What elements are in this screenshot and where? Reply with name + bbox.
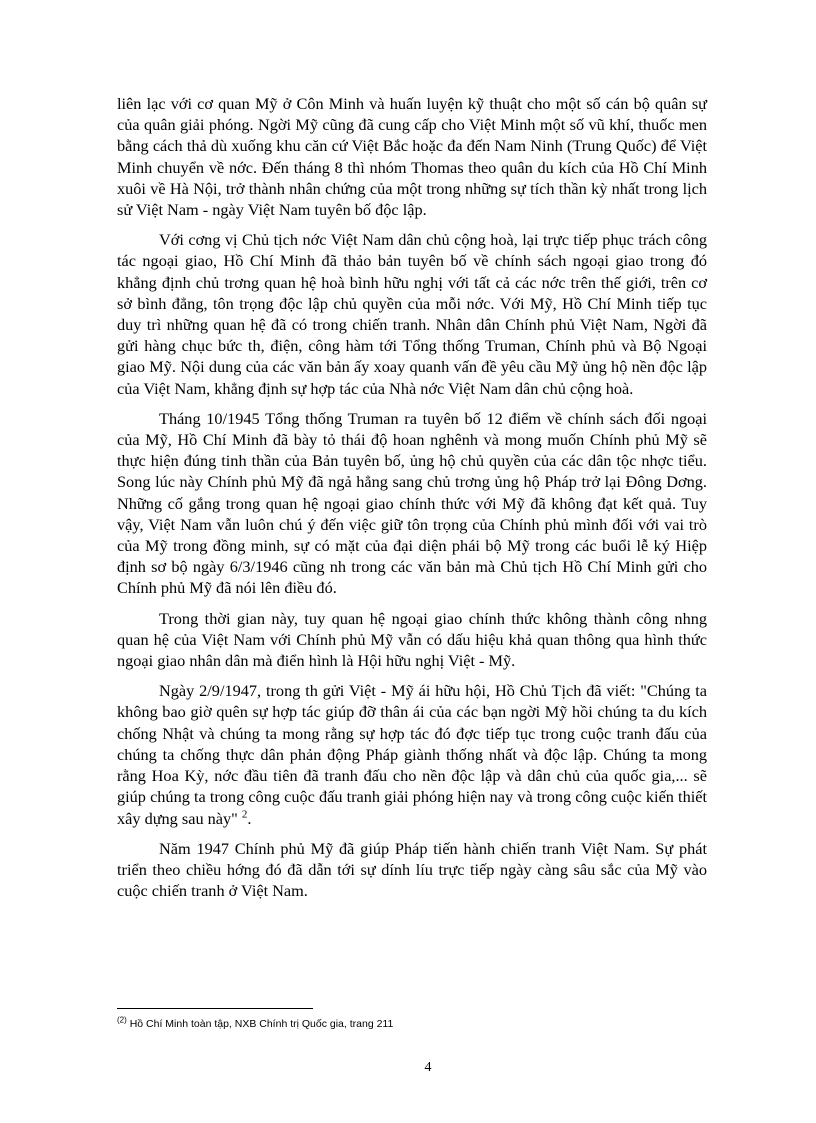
paragraph-6: Năm 1947 Chính phủ Mỹ đã giúp Pháp tiến hành chiến tranh Việt Nam. Sự phát triển theo chiều hớng đó đã dẫn tới sự dính líu trực tiếp ngày càng sâu sắc của Mỹ vào cuộc chiến tranh ở Việt Nam. bbox=[117, 838, 707, 901]
paragraph-5: Ngày 2/9/1947, trong th gửi Việt - Mỹ ái hữu hội, Hồ Chủ Tịch đã viết: "Chúng ta không bao giờ quên sự hợp tác giúp đỡ thân ái của các bạn ngời Mỹ hồi chúng ta du kích chống Nhật và chúng ta mong rằng sự hợp tác đó đợc tiếp tục trong cuộc tranh đấu của chúng ta chống thực dân phản động Pháp giành thống nhất và độc lập. Chúng ta mong rằng Hoa Kỳ, nớc đầu tiên đã tranh đấu cho nền độc lập và dân chủ của quốc gia,... sẽ giúp chúng ta trong công cuộc đấu tranh giải phóng hiện nay và trong công cuộc kiến thiết xây dựng sau này" $^2$. bbox=[117, 681, 707, 828]
document-body bbox=[117, 93, 707, 910]
paragraph-1: liên lạc với cơ quan Mỹ ở Côn Minh và huấn luyện kỹ thuật cho một số cán bộ quân sự của quân giải phóng. Ngời Mỹ cũng đã cung cấp cho Việt Minh một số vũ khí, thuốc men bằng cách thả dù xuống khu căn cứ Việt Bắc hoặc đa đến Nam Ninh (Trung Quốc) để Việt Minh chuyển về nớc. Đến tháng 8 thì nhóm Thomas theo quân du kích của Hồ Chí Minh xuôi về Hà Nội, trở thành nhân chứng của một trong những sự tích thần kỳ nhất trong lịch sử Việt Nam - ngày Việt Nam tuyên bố độc lập. bbox=[117, 94, 707, 220]
paragraph-3: Tháng 10/1945 Tổng thống Truman ra tuyên bố 12 điểm về chính sách đối ngoại của Mỹ, Hồ Chí Minh đã bày tỏ thái độ hoan nghênh và mong muốn Chính phủ Mỹ sẽ thực hiện đúng tinh thần của Bản tuyên bố, ủng hộ chủ quyền của các dân tộc nhợc tiểu. Song lúc này Chính phủ Mỹ đã ngả hẳng sang chủ trơng ủng hộ Pháp trở lại Đông Dơng. Những cố gắng trong quan hệ ngoại giao chính thức với Mỹ đã không đạt kết quả. Tuy vậy, Việt Nam vẫn luôn chú ý đến việc giữ tôn trọng của Chính phủ mình đối với vai trò của Mỹ trong đồng minh, sự có mặt của đại diện phái bộ Mỹ trong các buổi lễ ký Hiệp định sơ bộ ngày 6/3/1946 cũng nh trong các văn bản mà Chủ tịch Hồ Chí Minh gửi cho Chính phủ Mỹ đã nói lên điều đó. bbox=[117, 408, 707, 598]
paragraph-4: Trong thời gian này, tuy quan hệ ngoại giao chính thức không thành công nhng quan hệ của Việt Nam với Chính phủ Mỹ vẫn có dấu hiệu khả quan thông qua hình thức ngoại giao nhân dân mà điển hình là Hội hữu nghị Việt - Mỹ. bbox=[117, 608, 707, 671]
page-number: 4 bbox=[424, 1060, 432, 1075]
footnote-marker: (2) bbox=[117, 1015, 127, 1025]
footnote bbox=[117, 1015, 394, 1031]
footnote-text: Hồ Chí Minh toàn tập, NXB Chính trị Quốc gia, trang 211 bbox=[126, 1018, 394, 1030]
footnote-reference[interactable]: 2 bbox=[241, 808, 248, 821]
paragraph-5-text: Ngày 2/9/1947, trong th gửi Việt - Mỹ ái hữu hội, Hồ Chủ Tịch đã viết: "Chúng ta không bao giờ quên sự hợp tác giúp đỡ thân ái của các bạn ngời Mỹ hồi chúng ta du kích chống Nhật và chúng ta mong rằng sự hợp tác đó đợc tiếp tục trong cuộc tranh đấu của chúng ta chống thực dân phản động Pháp giành thống nhất và độc lập. Chúng ta mong rằng Hoa Kỳ, nớc đầu tiên đã tranh đấu cho nền độc lập và dân chủ của quốc gia,... sẽ giúp chúng ta trong công cuộc đấu tranh giải phóng hiện nay và trong công cuộc kiến thiết xây dựng sau này" bbox=[117, 681, 707, 828]
paragraph-2: Với cơng vị Chủ tịch nớc Việt Nam dân chủ cộng hoà, lại trực tiếp phục trách công tác ngoại giao, Hồ Chí Minh đã thảo bản tuyên bố về chính sách ngoại giao trong đó khẳng định chủ trơng quan hệ hoà bình hữu nghị với tất cả các nớc trên thế giới, trên cơ sở bình đẳng, tôn trọng độc lập chủ quyền của mỗi nớc. Với Mỹ, Hồ Chí Minh tiếp tục duy trì những quan hệ đã có trong chiến tranh. Nhân dân Chính phủ Việt Nam, Ngời đã gửi hàng chục bức th, điện, công hàm tới Tổng thống Truman, Chính phủ và Bộ Ngoại giao Mỹ. Nội dung của các văn bản ấy xoay quanh vấn đề yêu cầu Mỹ ủng hộ nền độc lập của Việt Nam, khẳng định sự hợp tác của Nhà nớc Việt Nam dân chủ cộng hoà. bbox=[117, 230, 707, 398]
footnote-divider bbox=[117, 1008, 313, 1009]
